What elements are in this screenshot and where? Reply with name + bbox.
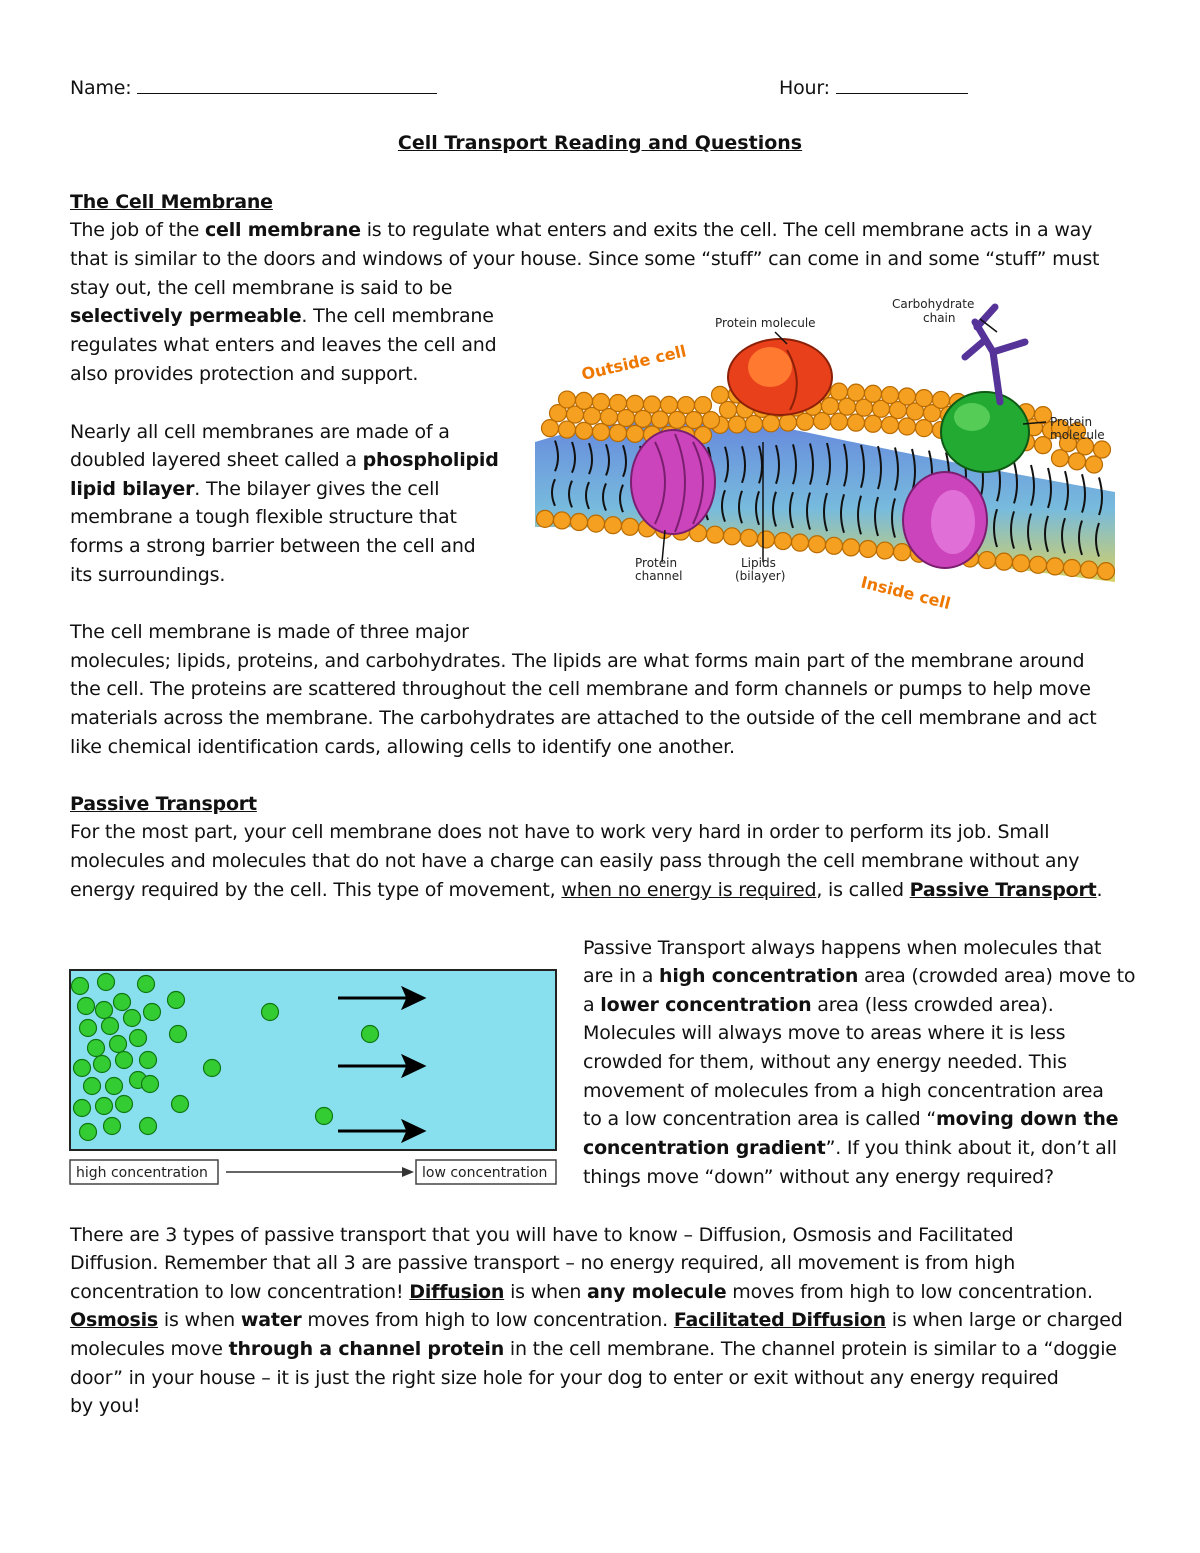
lipid-head <box>627 395 644 412</box>
term-passive-transport: Passive Transport <box>909 879 1097 901</box>
protein-channel-left <box>631 430 715 534</box>
lipid-head <box>610 395 627 412</box>
text-line: selectively permeable. The cell membrane <box>70 305 494 327</box>
lipid-head <box>894 544 911 561</box>
term-high-concentration: high concentration <box>659 965 859 987</box>
text-line: Diffusion. Remember that all 3 are passive transport – no energy required, all movement is from high <box>70 1252 1016 1274</box>
text-line: like chemical identification cards, allowing cells to identify one another. <box>70 736 735 758</box>
lipid-head <box>1098 563 1115 580</box>
molecule-dot <box>130 1030 147 1047</box>
text-line: things move “down” without any energy required? <box>583 1166 1054 1188</box>
lipid-head <box>661 396 678 413</box>
lipid-head <box>1047 558 1064 575</box>
label-lipids-1: Lipids <box>741 556 776 570</box>
term-lower-concentration: lower concentration <box>600 994 812 1016</box>
lipid-head <box>848 414 865 431</box>
molecule-dot <box>172 1096 189 1113</box>
lipid-head <box>652 411 669 428</box>
molecule-dot <box>140 1118 157 1135</box>
label-low-concentration: low concentration <box>422 1165 548 1181</box>
molecule-dot <box>84 1078 101 1095</box>
term-channel-protein: through a channel protein <box>228 1338 505 1360</box>
label-carbohydrate: Carbohydrate <box>892 297 975 311</box>
lipid-head <box>848 384 865 401</box>
molecule-dot <box>102 1018 119 1035</box>
text-line: membrane a tough flexible structure that <box>70 506 457 528</box>
term-facilitated-diffusion: Facilitated Diffusion <box>673 1309 886 1331</box>
hour-field[interactable] <box>779 74 968 103</box>
lipid-head <box>826 537 843 554</box>
hour-blank[interactable] <box>836 77 968 94</box>
lipid-head <box>1035 407 1052 424</box>
lipid-head <box>831 383 848 400</box>
term-any-molecule: any molecule <box>587 1281 727 1303</box>
text-line: The job of the cell membrane is to regulate what enters and exits the cell. The cell membrane acts in a way <box>70 219 1093 241</box>
label-protein-channel-2: channel <box>635 569 683 583</box>
molecule-dot <box>140 1052 157 1069</box>
lipid-head <box>899 418 916 435</box>
text-line: materials across the membrane. The carbohydrates are attached to the outside of the cell membrane and act <box>70 707 1097 729</box>
text-line: Nearly all cell membranes are made of a <box>70 421 450 443</box>
molecule-dot <box>72 978 89 995</box>
lipid-head <box>882 417 899 434</box>
molecule-dot <box>88 1040 105 1057</box>
term-cell-membrane: cell membrane <box>204 219 361 241</box>
diffusion-figure <box>68 968 560 1190</box>
molecule-dot <box>96 1098 113 1115</box>
lipid-head <box>724 528 741 545</box>
text-line: are in a high concentration area (crowded area) move to <box>583 965 1136 987</box>
molecule-dot <box>104 1118 121 1135</box>
lipid-head <box>741 529 758 546</box>
lipid-head <box>593 424 610 441</box>
text-line: concentration gradient”. If you think about it, don’t all <box>583 1137 1117 1159</box>
lipid-head <box>703 412 720 429</box>
protein-molecule-red <box>728 339 832 415</box>
text-line: the cell. The proteins are scattered throughout the cell membrane and form channels or pumps to help move <box>70 678 1091 700</box>
molecule-dot <box>144 1004 161 1021</box>
molecule-dot <box>204 1060 221 1077</box>
lipid-head <box>775 533 792 550</box>
carbohydrate-chain <box>965 307 1025 402</box>
lipid-head <box>758 531 775 548</box>
text-line: molecules and molecules that do not have a charge can easily pass through the cell membrane without any <box>70 850 1080 872</box>
lipid-head <box>809 536 826 553</box>
text-line: There are 3 types of passive transport that you will have to know – Diffusion, Osmosis and Facilitated <box>70 1224 1014 1246</box>
term-concentration-gradient: concentration gradient <box>583 1137 826 1159</box>
section-heading-passive-transport: Passive Transport <box>70 793 257 815</box>
molecule-dot <box>142 1076 159 1093</box>
text-line: to a low concentration area is called “moving down the <box>583 1108 1119 1130</box>
term-osmosis: Osmosis <box>70 1309 159 1331</box>
lipid-head <box>537 510 554 527</box>
label-protein-channel-1: Protein <box>635 556 678 570</box>
label-high-concentration: high concentration <box>76 1165 208 1181</box>
text-line: forms a strong barrier between the cell and <box>70 535 476 557</box>
lipid-head <box>695 397 712 414</box>
lipid-head <box>1094 441 1111 458</box>
lipid-head <box>979 552 996 569</box>
lipid-head <box>729 416 746 433</box>
molecule-dot <box>114 994 131 1011</box>
lipid-head <box>622 518 639 535</box>
text-line: lipid bilayer. The bilayer gives the cell <box>70 478 440 500</box>
phrase-no-energy: when no energy is required <box>561 879 817 901</box>
molecule-dot <box>138 976 155 993</box>
text-line: molecules move through a channel protein in the cell membrane. The channel protein is similar to a “doggie <box>70 1338 1117 1360</box>
molecule-dot <box>98 974 115 991</box>
lipid-head <box>996 553 1013 570</box>
text-line: also provides protection and support. <box>70 363 419 385</box>
term-water: water <box>240 1309 302 1331</box>
name-label: Name: <box>70 77 132 99</box>
lipid-head <box>610 425 627 442</box>
text-line: that is similar to the doors and windows of your house. Since some “stuff” can come in and some “stuff” must <box>70 248 1100 270</box>
lipid-head <box>593 394 610 411</box>
lipid-head <box>576 392 593 409</box>
label-protein-right: Protein <box>1050 415 1093 429</box>
term-selectively-permeable: selectively permeable <box>70 305 302 327</box>
lipid-head <box>571 514 588 531</box>
lipid-head <box>1035 437 1052 454</box>
molecule-dot <box>316 1108 333 1125</box>
text-line: crowded for them, without any energy needed. This <box>583 1051 1067 1073</box>
molecule-dot <box>80 1124 97 1141</box>
molecule-dot <box>74 1060 91 1077</box>
label-lipids-2: (bilayer) <box>735 569 786 583</box>
text-line: movement of molecules from a high concentration area <box>583 1080 1104 1102</box>
lipid-head <box>1030 556 1047 573</box>
lipid-head <box>1069 453 1086 470</box>
molecule-dot <box>124 1010 141 1027</box>
label-molecule-right: molecule <box>1050 428 1105 442</box>
lipid-head <box>542 420 559 437</box>
term-lipid-bilayer: lipid bilayer <box>70 478 195 500</box>
lipid-head <box>678 397 695 414</box>
lipid-head <box>627 425 644 442</box>
molecule-dot <box>362 1026 379 1043</box>
lipid-head <box>843 539 860 556</box>
page-title: Cell Transport Reading and Questions <box>397 132 803 154</box>
text-line: stay out, the cell membrane is said to be <box>70 277 453 299</box>
protein-molecule-green <box>941 392 1029 472</box>
text-line: molecules; lipids, proteins, and carbohydrates. The lipids are what forms main part of the membrane around <box>70 650 1085 672</box>
lipid-head <box>707 526 724 543</box>
lipid-head <box>1086 456 1103 473</box>
lipid-head <box>720 401 737 418</box>
text-line: energy required by the cell. This type of movement, when no energy is required, is called Passive Transport. <box>70 879 1103 901</box>
lipid-head <box>860 540 877 557</box>
lipid-head <box>1064 559 1081 576</box>
label-chain: chain <box>923 311 956 325</box>
term-phospholipid: phospholipid <box>362 449 499 471</box>
label-outside-cell: Outside cell <box>579 341 688 384</box>
lipid-head <box>554 512 571 529</box>
text-line: regulates what enters and leaves the cell and <box>70 334 497 356</box>
concentration-arrowhead <box>402 1167 414 1177</box>
lipid-head <box>605 517 622 534</box>
lipid-head <box>1013 555 1030 572</box>
molecule-dot <box>74 1100 91 1117</box>
lipid-head <box>865 415 882 432</box>
text-line: door” in your house – it is just the right size hole for your dog to enter or exit without any energy required <box>70 1367 1059 1389</box>
molecule-dot <box>96 1002 113 1019</box>
lipid-head <box>916 390 933 407</box>
molecule-dot <box>80 1020 97 1037</box>
text-line: doubled layered sheet called a phospholipid <box>70 449 499 471</box>
cell-membrane-diagram <box>525 292 1125 617</box>
lipid-head <box>877 542 894 559</box>
molecule-dot <box>106 1078 123 1095</box>
text-line: Osmosis is when water moves from high to low concentration. Facilitated Diffusion is when large or charged <box>70 1309 1123 1331</box>
lipid-head <box>933 391 950 408</box>
lipid-head <box>559 391 576 408</box>
label-inside-cell: Inside cell <box>859 572 953 614</box>
text-line: concentration to low concentration! Diffusion is when any molecule moves from high to low concentration. <box>70 1281 1093 1303</box>
molecule-dot <box>78 998 95 1015</box>
lipid-head <box>899 388 916 405</box>
lipid-head <box>831 413 848 430</box>
text-line: a lower concentration area (less crowded area). <box>583 994 1054 1016</box>
molecule-dot <box>94 1056 111 1073</box>
lipid-head <box>1052 450 1069 467</box>
term-moving-down: moving down the <box>936 1108 1119 1130</box>
protein-channel-right <box>903 472 987 568</box>
lipid-head <box>588 515 605 532</box>
text-line: Molecules will always move to areas where it is less <box>583 1022 1066 1044</box>
lipid-head <box>669 411 686 428</box>
lipid-head <box>792 534 809 551</box>
lipid-head <box>1081 561 1098 578</box>
text-line: its surroundings. <box>70 564 226 586</box>
lipid-head <box>916 420 933 437</box>
section-heading-cell-membrane: The Cell Membrane <box>70 191 273 213</box>
lipid-head <box>882 387 899 404</box>
term-diffusion: Diffusion <box>409 1281 505 1303</box>
molecule-dot <box>110 1036 127 1053</box>
text-line: Passive Transport always happens when molecules that <box>583 937 1102 959</box>
lipid-head <box>644 396 661 413</box>
lipid-head <box>686 412 703 429</box>
molecule-dot <box>168 992 185 1009</box>
label-protein-molecule-top: Protein molecule <box>715 316 816 330</box>
hour-label: Hour: <box>779 77 830 99</box>
molecule-dot <box>170 1026 187 1043</box>
lipid-head <box>865 385 882 402</box>
molecule-dot <box>116 1052 133 1069</box>
name-blank[interactable] <box>137 77 437 94</box>
molecule-dot <box>262 1004 279 1021</box>
text-line: For the most part, your cell membrane does not have to work very hard in order to perform its job. Small <box>70 821 1050 843</box>
text-line: by you! <box>70 1395 141 1417</box>
name-field[interactable] <box>70 74 437 103</box>
lipid-head <box>559 421 576 438</box>
lipid-head <box>712 386 729 403</box>
text-line: The cell membrane is made of three major <box>70 621 469 643</box>
lipid-head <box>576 422 593 439</box>
molecule-dot <box>116 1096 133 1113</box>
